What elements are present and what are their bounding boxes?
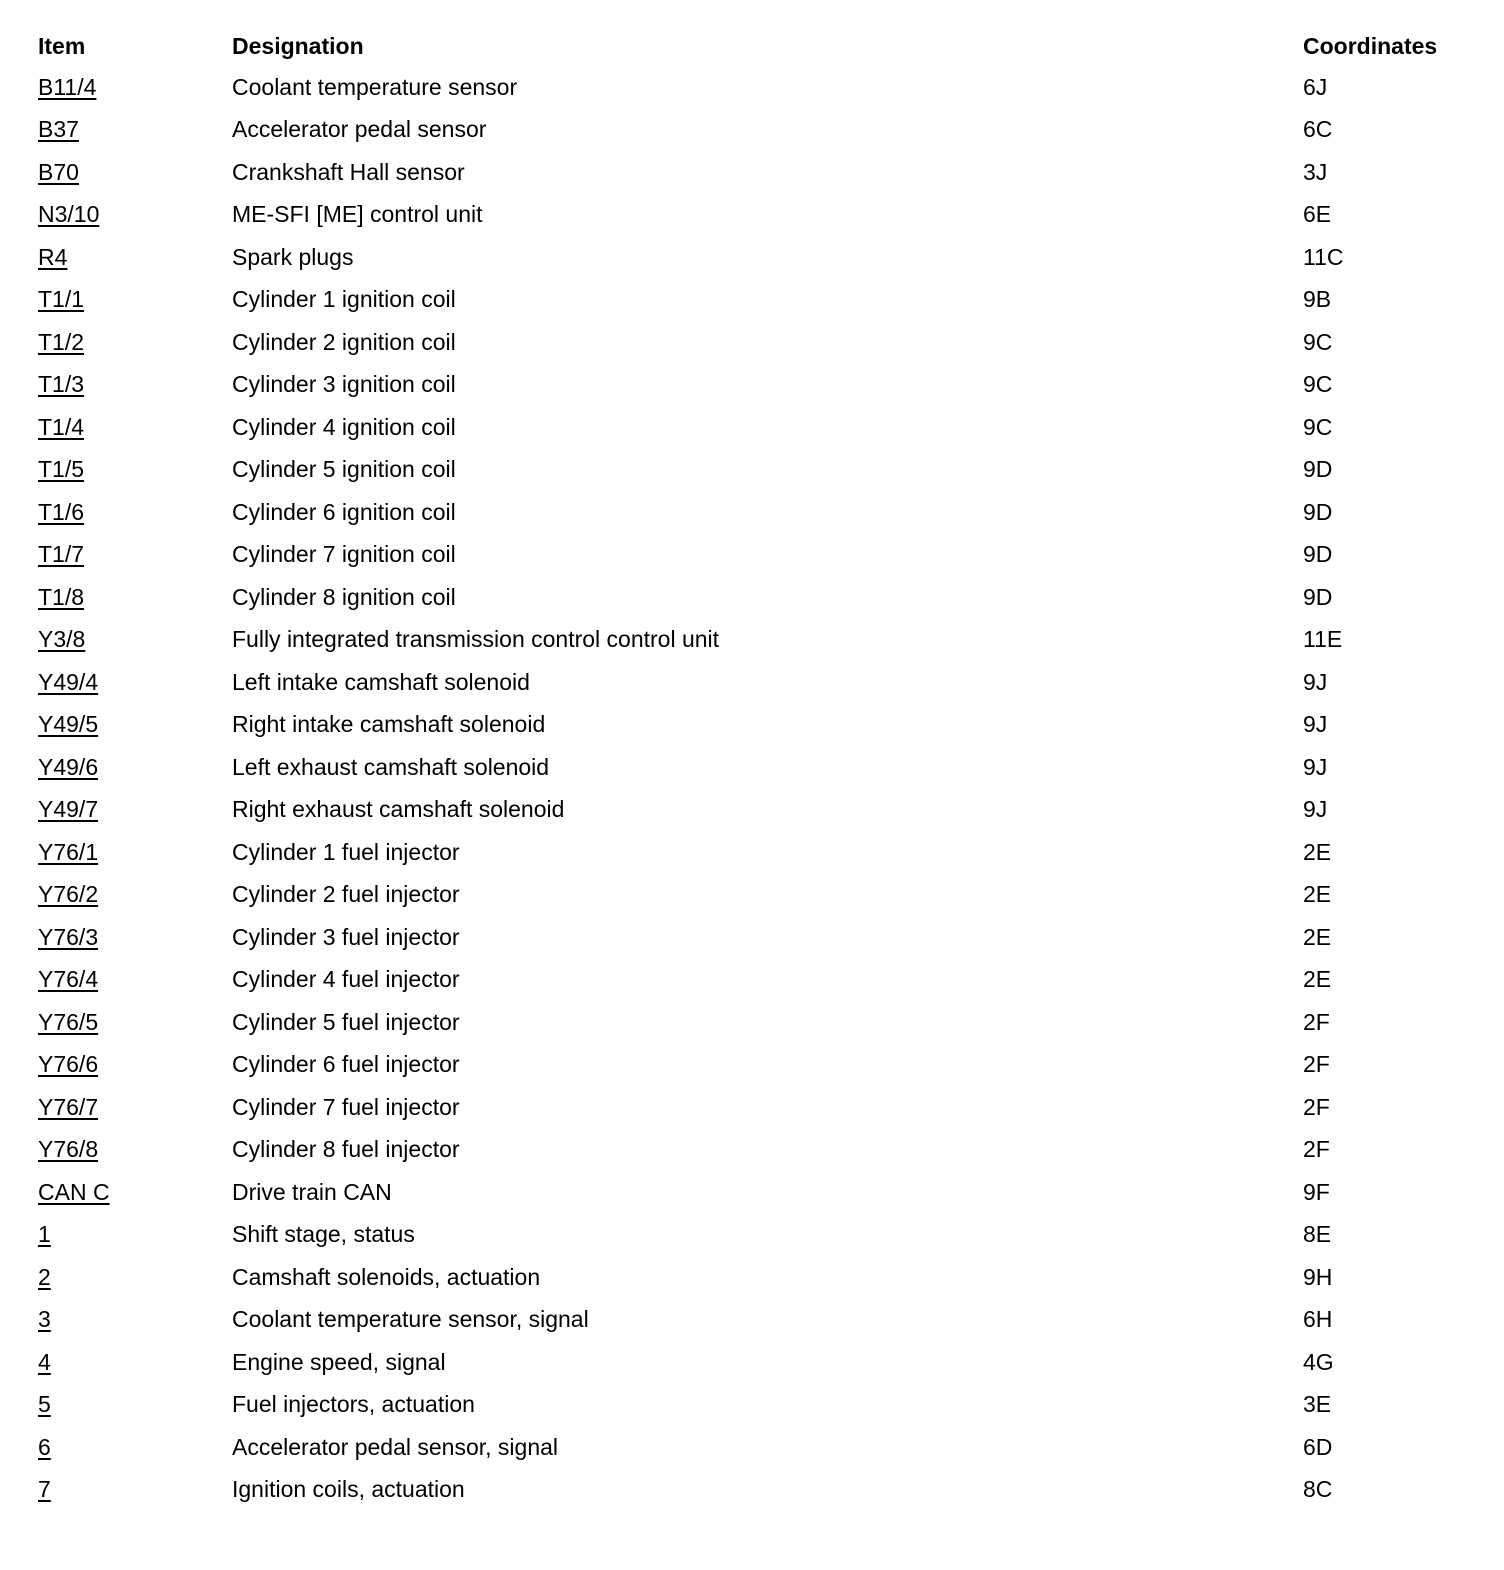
designation-cell: Cylinder 4 fuel injector: [232, 966, 460, 993]
item-cell: [38, 1136, 232, 1163]
item-cell: [38, 881, 232, 908]
item-link[interactable]: 7: [38, 1476, 51, 1503]
table-row: [38, 1299, 1468, 1342]
coordinates-cell: 9C: [1303, 371, 1333, 398]
table-row: [38, 1384, 1468, 1427]
item-link[interactable]: 2: [38, 1263, 51, 1290]
coordinates-cell: 9H: [1303, 1263, 1333, 1290]
designation-cell: Accelerator pedal sensor, signal: [232, 1433, 559, 1460]
coordinates-cell: 3J: [1303, 158, 1328, 185]
designation-cell: Cylinder 3 ignition coil: [232, 371, 456, 398]
table-row: [38, 704, 1468, 747]
coordinates-cell: 9F: [1303, 1178, 1330, 1205]
table-row: [38, 1171, 1468, 1214]
item-link[interactable]: Y76/4: [38, 966, 99, 993]
designation-cell: Left exhaust camshaft solenoid: [232, 753, 550, 780]
item-link[interactable]: T1/4: [38, 413, 85, 440]
coordinates-cell: 2E: [1303, 881, 1332, 908]
item-cell: [38, 541, 232, 568]
item-link[interactable]: Y76/3: [38, 923, 99, 950]
item-cell: [38, 1221, 232, 1248]
designation-cell: Engine speed, signal: [232, 1348, 446, 1375]
designation-cell: Shift stage, status: [232, 1221, 415, 1248]
table-row: [38, 661, 1468, 704]
coordinates-cell: 9D: [1303, 498, 1333, 525]
item-link[interactable]: T1/5: [38, 456, 85, 483]
table-header: [38, 26, 1468, 66]
designation-cell: Camshaft solenoids, actuation: [232, 1263, 541, 1290]
item-link[interactable]: N3/10: [38, 201, 100, 228]
item-link[interactable]: Y49/6: [38, 753, 99, 780]
item-cell: [38, 414, 232, 441]
item-cell: [38, 1434, 232, 1461]
table-row: [38, 534, 1468, 577]
designation-cell: Cylinder 6 ignition coil: [232, 498, 456, 525]
designation-cell: Cylinder 3 fuel injector: [232, 923, 460, 950]
coordinates-cell: 8E: [1303, 1221, 1332, 1248]
item-link[interactable]: 6: [38, 1433, 51, 1460]
designation-cell: Accelerator pedal sensor: [232, 116, 487, 143]
item-link[interactable]: T1/6: [38, 498, 85, 525]
item-link[interactable]: 1: [38, 1221, 51, 1248]
item-link[interactable]: T1/3: [38, 371, 85, 398]
item-cell: [38, 1009, 232, 1036]
table-row: [38, 619, 1468, 662]
coordinates-cell: 6D: [1303, 1433, 1333, 1460]
item-cell: [38, 626, 232, 653]
item-cell: [38, 1349, 232, 1376]
table-row: [38, 1129, 1468, 1172]
coordinates-cell: 11C: [1303, 243, 1344, 270]
header-coordinates: Coordinates: [1303, 32, 1438, 59]
table-row: [38, 236, 1468, 279]
item-cell: [38, 499, 232, 526]
item-link[interactable]: T1/7: [38, 541, 85, 568]
table-row: [38, 1214, 1468, 1257]
item-link[interactable]: Y76/2: [38, 881, 99, 908]
designation-cell: Right intake camshaft solenoid: [232, 711, 546, 738]
coordinates-cell: 9J: [1303, 796, 1328, 823]
coordinates-cell: 9D: [1303, 456, 1333, 483]
designation-cell: Right exhaust camshaft solenoid: [232, 796, 565, 823]
item-cell: [38, 966, 232, 993]
table-row: [38, 449, 1468, 492]
item-link[interactable]: 3: [38, 1306, 51, 1333]
table-row: [38, 491, 1468, 534]
table-row: [38, 1256, 1468, 1299]
item-link[interactable]: 4: [38, 1348, 51, 1375]
item-link[interactable]: Y76/7: [38, 1093, 99, 1120]
designation-cell: Cylinder 2 ignition coil: [232, 328, 456, 355]
coordinates-cell: 6E: [1303, 201, 1332, 228]
item-link[interactable]: B37: [38, 116, 79, 143]
designation-cell: Cylinder 5 ignition coil: [232, 456, 456, 483]
table-row: [38, 1341, 1468, 1384]
item-link[interactable]: Y49/4: [38, 668, 99, 695]
table-row: [38, 194, 1468, 237]
table-row: [38, 1469, 1468, 1512]
coordinates-cell: 6J: [1303, 73, 1328, 100]
designation-cell: Coolant temperature sensor, signal: [232, 1306, 589, 1333]
coordinates-cell: 2F: [1303, 1051, 1330, 1078]
item-link[interactable]: T1/8: [38, 583, 85, 610]
table-row: [38, 1426, 1468, 1469]
designation-cell: Cylinder 6 fuel injector: [232, 1051, 460, 1078]
designation-cell: Spark plugs: [232, 243, 354, 270]
designation-cell: Fully integrated transmission control control unit: [232, 626, 720, 653]
coordinates-cell: 9J: [1303, 753, 1328, 780]
item-cell: [38, 1264, 232, 1291]
item-cell: [38, 74, 232, 101]
coordinates-cell: 9C: [1303, 413, 1333, 440]
table-row: [38, 959, 1468, 1002]
item-cell: [38, 711, 232, 738]
item-link[interactable]: Y49/7: [38, 796, 99, 823]
table-row: [38, 576, 1468, 619]
item-link[interactable]: CAN C: [38, 1178, 110, 1205]
item-cell: [38, 839, 232, 866]
item-link[interactable]: Y76/5: [38, 1008, 99, 1035]
table-row: [38, 789, 1468, 832]
coordinates-cell: 2F: [1303, 1093, 1330, 1120]
coordinates-cell: 9J: [1303, 668, 1328, 695]
table-row: [38, 746, 1468, 789]
designation-cell: Cylinder 7 fuel injector: [232, 1093, 460, 1120]
table-row: [38, 364, 1468, 407]
coordinates-cell: 2E: [1303, 966, 1332, 993]
item-link[interactable]: R4: [38, 243, 68, 270]
item-cell: [38, 924, 232, 951]
item-link[interactable]: Y3/8: [38, 626, 86, 653]
designation-cell: Cylinder 1 ignition coil: [232, 286, 456, 313]
designation-cell: Cylinder 7 ignition coil: [232, 541, 456, 568]
coordinates-cell: 2E: [1303, 923, 1332, 950]
item-cell: [38, 669, 232, 696]
coordinates-cell: 6C: [1303, 116, 1333, 143]
item-link[interactable]: Y76/1: [38, 838, 99, 865]
header-designation: Designation: [232, 32, 364, 59]
item-cell: [38, 1179, 232, 1206]
coordinates-cell: 6H: [1303, 1306, 1333, 1333]
designation-cell: Cylinder 4 ignition coil: [232, 413, 456, 440]
item-cell: [38, 159, 232, 186]
coordinates-cell: 4G: [1303, 1348, 1334, 1375]
component-legend-table: [38, 26, 1468, 1511]
item-link[interactable]: Y76/6: [38, 1051, 99, 1078]
coordinates-cell: 11E: [1303, 626, 1343, 653]
item-cell: [38, 1391, 232, 1418]
coordinates-cell: 9J: [1303, 711, 1328, 738]
coordinates-cell: 2E: [1303, 838, 1332, 865]
item-cell: [38, 1476, 232, 1503]
item-cell: [38, 201, 232, 228]
coordinates-cell: 9C: [1303, 328, 1333, 355]
header-item: Item: [38, 32, 86, 59]
item-link[interactable]: 5: [38, 1391, 51, 1418]
item-link[interactable]: B70: [38, 158, 79, 185]
coordinates-cell: 9D: [1303, 541, 1333, 568]
designation-cell: Cylinder 8 ignition coil: [232, 583, 456, 610]
item-cell: [38, 584, 232, 611]
item-cell: [38, 116, 232, 143]
item-link[interactable]: Y76/8: [38, 1136, 99, 1163]
item-cell: [38, 1051, 232, 1078]
table-row: [38, 151, 1468, 194]
table-row: [38, 279, 1468, 322]
item-cell: [38, 329, 232, 356]
coordinates-cell: 9B: [1303, 286, 1332, 313]
coordinates-cell: 9D: [1303, 583, 1333, 610]
designation-cell: Drive train CAN: [232, 1178, 392, 1205]
item-link[interactable]: Y49/5: [38, 711, 99, 738]
item-cell: [38, 286, 232, 313]
designation-cell: Fuel injectors, actuation: [232, 1391, 475, 1418]
coordinates-cell: 2F: [1303, 1008, 1330, 1035]
table-row: [38, 1044, 1468, 1087]
designation-cell: Cylinder 1 fuel injector: [232, 838, 460, 865]
item-link[interactable]: B11/4: [38, 73, 97, 100]
designation-cell: Crankshaft Hall sensor: [232, 158, 465, 185]
designation-cell: Cylinder 5 fuel injector: [232, 1008, 460, 1035]
designation-cell: Cylinder 2 fuel injector: [232, 881, 460, 908]
table-row: [38, 321, 1468, 364]
item-cell: [38, 796, 232, 823]
coordinates-cell: 2F: [1303, 1136, 1330, 1163]
table-row: [38, 66, 1468, 109]
table-row: [38, 916, 1468, 959]
designation-cell: Coolant temperature sensor: [232, 73, 518, 100]
item-link[interactable]: T1/2: [38, 328, 85, 355]
item-cell: [38, 456, 232, 483]
designation-cell: Left intake camshaft solenoid: [232, 668, 530, 695]
designation-cell: Cylinder 8 fuel injector: [232, 1136, 460, 1163]
table-body: [38, 66, 1468, 1511]
designation-cell: ME-SFI [ME] control unit: [232, 201, 483, 228]
item-link[interactable]: T1/1: [38, 286, 85, 313]
item-cell: [38, 244, 232, 271]
item-cell: [38, 1094, 232, 1121]
table-row: [38, 1001, 1468, 1044]
coordinates-cell: 8C: [1303, 1476, 1333, 1503]
item-cell: [38, 371, 232, 398]
designation-cell: Ignition coils, actuation: [232, 1476, 465, 1503]
coordinates-cell: 3E: [1303, 1391, 1332, 1418]
table-row: [38, 109, 1468, 152]
table-row: [38, 406, 1468, 449]
item-cell: [38, 754, 232, 781]
table-row: [38, 1086, 1468, 1129]
table-row: [38, 874, 1468, 917]
table-row: [38, 831, 1468, 874]
item-cell: [38, 1306, 232, 1333]
